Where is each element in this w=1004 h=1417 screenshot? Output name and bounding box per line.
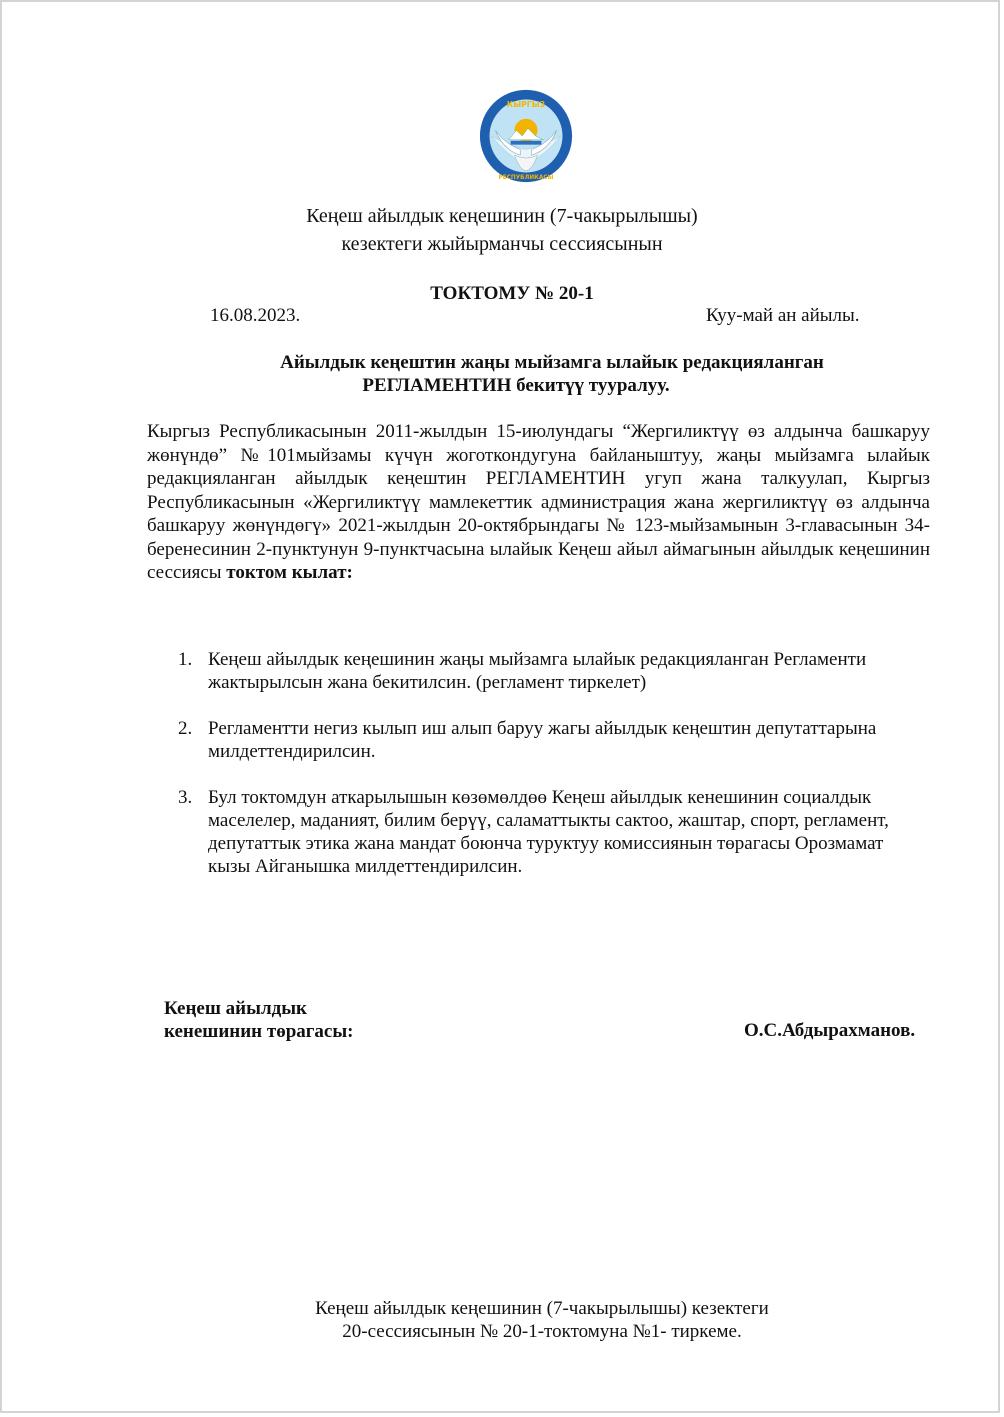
signature-role-line-1: Кеңеш айылдык [164, 998, 307, 1019]
list-item-text: Регламентти негиз кылып иш алып баруу жагы айылдык кеңештин депутаттарына милдеттендирилсин. [208, 718, 877, 762]
footer-note [2, 1297, 1004, 1343]
list-item-text: Бул токтомдун аткарылышын көзөмөлдөө Кеңеш айылдык кенешинин социалдык маселелер, маданият, билим берүү, саламаттыкты сактоо, жаштар, спорт, регламент, депутаттык этика жана мандат боюнча туруктуу комиссиянын төрагасы Орозмамат кызы Айганышка милдеттендирилсин. [208, 787, 889, 877]
list-item-number: 3. [178, 787, 193, 808]
document-place: Куу-май ан айылы. [706, 305, 860, 326]
signature-role [164, 997, 354, 1043]
document-date: 16.08.2023. [210, 305, 301, 326]
subject-line-1: Айылдык кеңештин жаңы мыйзамга ылайык редакцияланган [280, 352, 824, 373]
list-item-text: Кеңеш айылдык кеңешинин жаңы мыйзамга ылайык редакцияланган Регламенти жактырылсын жана бекитилсин. (регламент тиркелет) [208, 649, 867, 693]
body-paragraph [147, 420, 930, 585]
list-item [166, 717, 926, 763]
body-bold-end: токтом кылат: [226, 562, 353, 583]
signature-role-line-2: кенешинин төрагасы: [164, 1021, 354, 1042]
signature-name: О.С.Абдырахманов. [744, 1020, 916, 1041]
list-item [166, 648, 926, 694]
footer-line-2: 20-сессиясынын № 20-1-токтомуна №1- тиркеме. [342, 1321, 742, 1342]
header-line-2: кезектеги жыйырманчы сессиясынын [341, 233, 663, 255]
emblem-text-bottom: РЕСПУБЛИКАСЫ [498, 175, 554, 182]
document-subject [2, 351, 1004, 397]
body-text: Кыргыз Республикасынын 2011-жылдын 15-июлундагы “Жергиликтүү өз алдынча башкаруу жөнүндө” №101мыйзамы күчүн жоготкондугуна байланыштуу, жаңы мыйзамга ылайык редакцияланган айылдык кеңештин РЕГЛАМЕНТИН угуп жана талкуулап, Кыргыз Республикасынын «Жергиликтүү мамлекеттик администрация жана жергиликтүү өз алдынча башкаруу жөнүндөгү» 2021-жылдын 20-октябрындагы № 123-мыйзамынын 3-главасынын 34-беренесинин 2-пунктунун 9-пунктчасына ылайык Кеңеш айыл аймагынын айылдык кеңешинин сессиясы [147, 421, 930, 583]
decision-list [166, 648, 926, 901]
list-item [166, 786, 926, 878]
kyrgyz-state-emblem-icon [478, 88, 574, 184]
emblem-text-top: КЫРГЫЗ [506, 100, 546, 110]
footer-line-1: Кеңеш айылдык кеңешинин (7-чакырылышы) кезектеги [315, 1298, 769, 1319]
list-item-number: 1. [178, 649, 193, 670]
header-line-1: Кеңеш айылдык кеңешинин (7-чакырылышы) [306, 205, 698, 227]
subject-line-2: РЕГЛАМЕНТИН бекитүү тууралуу. [362, 375, 670, 396]
list-item-number: 2. [178, 718, 193, 739]
document-title: ТОКТОМУ № 20-1 [430, 283, 594, 304]
